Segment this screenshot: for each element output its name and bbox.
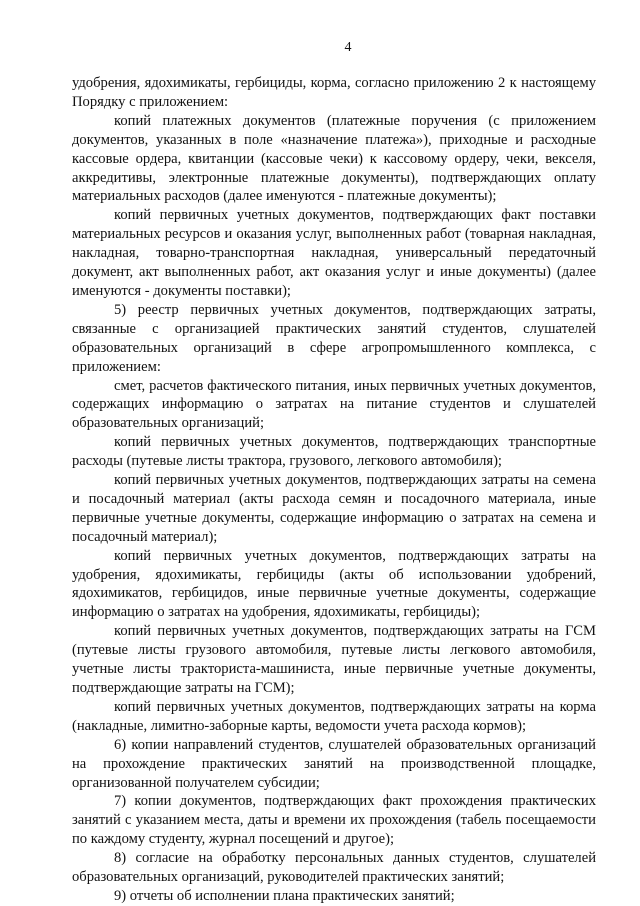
paragraph-item-8-consent: 8) согласие на обработку персональных данных студентов, слушателей образовательных организаций, руководителей практических занятий; [72, 850, 596, 886]
paragraph-transport-costs: копий первичных учетных документов, подтверждающих транспортные расходы (путевые листы трактора, грузового, легкового автомобиля); [72, 434, 596, 470]
paragraph-seeds-costs: копий первичных учетных документов, подтверждающих затраты на семена и посадочный материал (акты расхода семян и посадочного материала, иные первичные учетные документы, содержащие информацию о затратах на семена и посадочный материал); [72, 472, 596, 545]
paragraph-payment-documents: копий платежных документов (платежные поручения (с приложением документов, указанных в поле «назначение платежа»), приходные и расходные кассовые ордера, квитанции (кассовые чеки) к кассовому ордеру, чеки, векселя, аккредитивы, электронные платежные документы), подтверждающих оплату материальных расходов (далее именуются - платежные документы); [72, 112, 596, 205]
paragraph-feed-costs: копий первичных учетных документов, подтверждающих затраты на корма (накладные, лимитно-заборные карты, ведомости учета расхода кормов); [72, 698, 596, 734]
paragraph-food-estimates: смет, расчетов фактического питания, иных первичных учетных документов, содержащих информацию о затратах на питание студентов и слушателей образовательных организаций; [72, 377, 596, 432]
paragraph-fuel-costs: копий первичных учетных документов, подтверждающих затраты на ГСМ (путевые листы грузового автомобиля, путевые листы легкового автомобиля, учетные листы тракториста-машиниста, иные первичные учетные документы, подтверждающие затраты на ГСМ); [72, 623, 596, 696]
paragraph-fertilizer-costs: копий первичных учетных документов, подтверждающих затраты на удобрения, ядохимикаты, гербициды (акты об использовании удобрений, ядохимикатов, гербицидов, иные первичные учетные документы, содержащие информацию о затратах на удобрения, ядохимикаты, гербициды); [72, 547, 596, 621]
paragraph-delivery-documents: копий первичных учетных документов, подтверждающих факт поставки материальных ресурсов и оказания услуг, выполненных работ (товарная накладная, накладная, товарно-транспортная накладная, универсальный передаточный документ, акт выполненных работ, акт оказания услуг и иные документы) (далее именуются - документы поставки); [72, 207, 596, 299]
paragraph-continuation: удобрения, ядохимикаты, гербициды, корма, согласно приложению 2 к настоящему Порядку с приложением: [72, 75, 596, 110]
paragraph-item-6-referrals: 6) копии направлений студентов, слушателей образовательных организаций на прохождение практических занятий на производственной площадке, организованной получателем субсидии; [72, 736, 596, 791]
document-body [72, 74, 596, 906]
paragraph-item-9-reports: 9) отчеты об исполнении плана практических занятий; [114, 887, 455, 904]
page-number: 4 [344, 40, 352, 55]
paragraph-item-7-attendance: 7) копии документов, подтверждающих факт прохождения практических занятий с указанием места, даты и времени их прохождения (табель посещаемости по каждому студенту, журнал посещений и другое); [72, 793, 596, 848]
paragraph-item-5-registry: 5) реестр первичных учетных документов, подтверждающих затраты, связанные с организацией практических занятий студентов, слушателей образовательных организаций в сфере агропромышленного комплекса, с приложением: [72, 301, 596, 375]
